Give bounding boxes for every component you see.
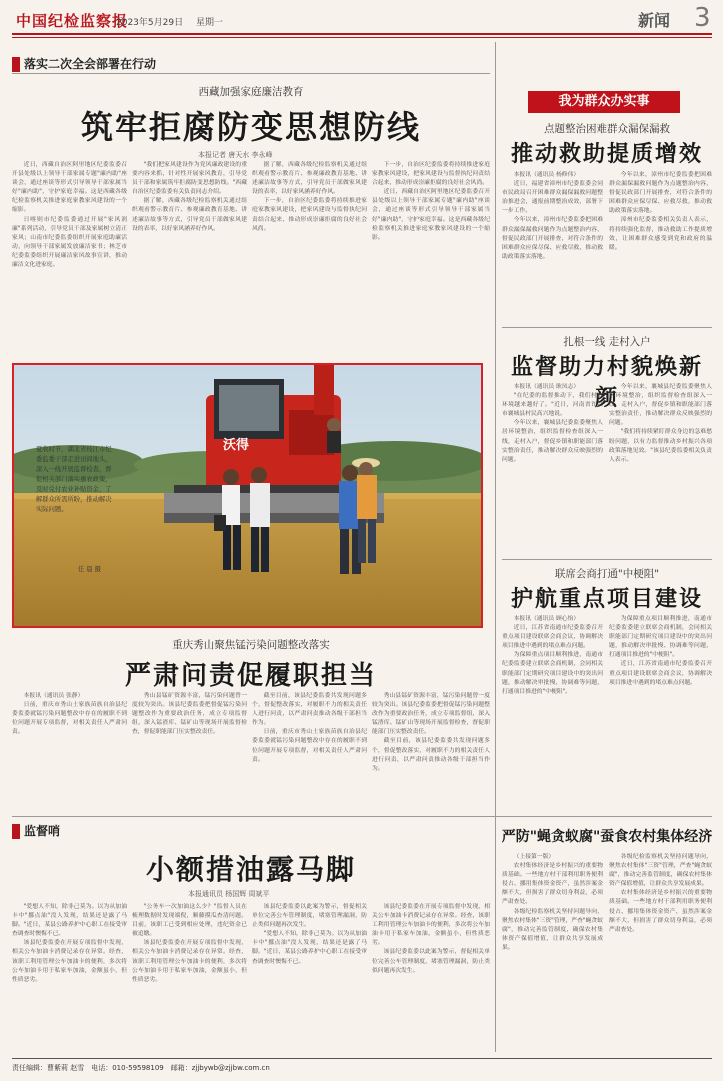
paragraph: "爱想人不知，除非己莫为。以为从加油卡中"挪点油"没人发现，结果还是露了马脚。"近日，某县公路养护中心职工在接受审查调查时懊悔不已。 bbox=[252, 931, 367, 965]
photo-caption: 夏收时节，湖北省枝江市纪委监委干部走进田间地头，深入一线开展监督检查，督促相关部门落实惠农政策，及时兑付农业补贴资金，了解群众所需所盼，推动解决实际问题。 bbox=[36, 446, 112, 513]
paragraph: 农村集体经济是乡村振兴的重要物质基础。一些地方村干部利用职务便利侵占、挪用集体资金资产，虽然涉案金额不大，但损害了群众切身利益，必须严肃查处。 bbox=[502, 863, 603, 906]
main-byline: 本报记者 唐天水 李永峰 bbox=[198, 151, 273, 159]
divider bbox=[502, 559, 712, 560]
right1-body-col1 bbox=[502, 171, 603, 303]
byline: 本报讯（通讯员 杨修伟） bbox=[513, 172, 580, 178]
byline: （上接第一版） bbox=[513, 854, 555, 860]
paragraph: 该县纪委监委以此案为警示，督促相关单位完善公车管理制度，堵塞管理漏洞，防止类似问题再次发生。 bbox=[252, 904, 367, 929]
column-divider bbox=[495, 42, 496, 1052]
paragraph: 秀山县锰矿资源丰富，锰污染问题曾一度较为突出。该县纪委监委把督促锰污染问题整改作为重要政治任务，成立专项监督组，深入锰渣库、锰矿山等现场开展监督检查，督促职能部门压实整改责任。 bbox=[132, 693, 247, 736]
section-tag-service: 我为群众办实事 bbox=[528, 91, 680, 113]
paragraph: 下一步，自治区纪委监委将持续推进家庭家教家风建设，把家风建设与监督执纪问责结合起来，推动形成崇廉拒腐的良好社会风尚。 bbox=[372, 162, 490, 187]
paragraph: 今年以来，襄城县纪委监委聚焦人居环境整治，组织监督检查组深入一线，走村入户，督促乡镇和职能部门落实整治责任，推动解决群众反映强烈的问题。 bbox=[609, 384, 712, 427]
paragraph: 下一步，自治区纪委监委将持续推进家庭家教家风建设，把家风建设与监督执纪问责结合起来，推动形成崇廉拒腐的良好社会风尚。 bbox=[252, 198, 367, 232]
main-kicker: 西藏加强家庭廉洁教育 bbox=[198, 86, 304, 98]
masthead-logo: 中国纪检监察报 bbox=[16, 12, 129, 30]
paragraph: "我们把家风建设作为党风廉政建设的重要内容来抓，针对性开展家风教育，引导党员干部和家属筑牢拒腐防变思想防线。"西藏自治区纪委监委有关负责同志介绍。 bbox=[132, 162, 247, 196]
paragraph: 日前，重庆市秀山土家族苗族自治县纪委监委就锰污染问题整改中存在的履职不到位问题开展专项监督，对相关责任人严肃问责。 bbox=[12, 702, 127, 736]
paragraph: 该县纪委监委以此案为警示，督促相关单位完善公车管理制度，堵塞管理漏洞，防止类似问题再次发生。 bbox=[372, 949, 490, 974]
paragraph: 近日，福建省漳州市纪委监委会同市民政局召开困难群众漏保漏救问题整治推进会，通报前期整治成效，部署下一步工作。 bbox=[502, 181, 603, 215]
right3-headline: 护航重点项目建设 bbox=[510, 586, 703, 612]
divider bbox=[12, 73, 490, 74]
footer-rule bbox=[12, 1058, 712, 1059]
page-number: 3 bbox=[694, 3, 711, 33]
page-footer: 责任编辑：曹紫莉 赵雪 电话：010-59598109 邮箱：zjjbywb@zjjbw.com.cn bbox=[12, 1064, 270, 1072]
bottom-right-body-col2 bbox=[609, 853, 712, 1053]
mid-body-col2 bbox=[132, 692, 247, 810]
paragraph: 各级纪检监察机关坚持问题导向，聚焦农村集体"三资"管理，严查"蝇贪蚁腐"，推动完善监管制度，确保农村集体资产保值增值，让群众共享发展成果。 bbox=[609, 854, 712, 888]
byline: 本报讯（通讯员 顾心怡） bbox=[513, 616, 580, 622]
paragraph: "在纪委的监督推动下，我们村的环境越来越好了。"近日，河南省许昌市襄城县村民高兴地说。 bbox=[502, 393, 603, 418]
paragraph: 该县纪委监委在开展专项监督中发现，相关公车加油卡消费记录存在异常。经查，该职工利用管理公车加油卡的便利，多次将公车加油卡用于私家车加油，金额虽小，但性质恶劣。 bbox=[12, 940, 127, 983]
paragraph: 该县纪委监委在开展专项监督中发现，相关公车加油卡消费记录存在异常。经查，该职工利用管理公车加油卡的便利，多次将公车加油卡用于私家车加油，金额虽小，但性质恶劣。 bbox=[132, 940, 247, 983]
paragraph: 秀山县锰矿资源丰富，锰污染问题曾一度较为突出。该县纪委监委把督促锰污染问题整改作为重要政治任务，成立专项监督组，深入锰渣库、锰矿山等现场开展监督检查，督促职能部门压实整改责任。 bbox=[372, 693, 490, 736]
masthead-rule bbox=[12, 33, 712, 35]
paragraph: 农村集体经济是乡村振兴的重要物质基础。一些地方村干部利用职务便利侵占、挪用集体资金资产，虽然涉案金额不大，但损害了群众切身利益，必须严肃查处。 bbox=[609, 890, 712, 933]
paragraph: "爱想人不知，除非己莫为。以为从加油卡中"挪点油"没人发现，结果还是露了马脚。"近日，某县公路养护中心职工在接受审查调查时懊悔不已。 bbox=[12, 904, 127, 938]
right2-headline: 监督助力村貌焕新颜 bbox=[510, 354, 703, 411]
paragraph: 近日，西藏自治区阿里地区纪委监委召开县处级以上领导干部家属专题"廉内助"座谈会，通过座谈等形式引导领导干部家属当好"廉内助"，守护家庭幸福。这是西藏各级纪检监察机关推进家庭家教家风建设的一个缩影。 bbox=[372, 189, 490, 241]
mid-headline: 严肃问责促履职担当 bbox=[124, 661, 377, 691]
section-name: 新闻 bbox=[638, 11, 671, 30]
main-body-col1 bbox=[12, 161, 127, 356]
paragraph: 截至目前，该县纪委监委共发现问题多个，督促整改落实，对履职不力的相关责任人进行问责，以严肃问责推动各级干部担当作为。 bbox=[252, 693, 367, 727]
tag-label: 落实二次全会部署在行动 bbox=[24, 57, 157, 71]
paragraph: 各级纪检监察机关坚持问题导向，聚焦农村集体"三资"管理，严查"蝇贪蚁腐"，推动完善监管制度，确保农村集体资产保值增值，让群众共享发展成果。 bbox=[502, 908, 603, 951]
tag-label: 监督哨 bbox=[24, 824, 61, 838]
paragraph: 据了解，西藏各级纪检监察机关通过组织观看警示教育片、参观廉政教育基地、讲述廉洁故事等方式，引导党员干部做家风建设的表率，以好家风涵养好作风。 bbox=[132, 198, 247, 232]
paragraph: 近日，西藏自治区阿里地区纪委监委召开县处级以上领导干部家属专题"廉内助"座谈会，通过座谈等形式引导领导干部家属当好"廉内助"，守护家庭幸福。这是西藏各级纪检监察机关推进家庭家教家风建设的一个缩影。 bbox=[12, 162, 127, 214]
paragraph: 今年以来，漳州市纪委监委把困难群众漏保漏救问题作为点题整治内容，督促民政部门开展排查，对符合条件的困难群众应保尽保、应救尽救，推动救助政策落实落地。 bbox=[609, 172, 712, 215]
paragraph: 近日，江苏省南通市纪委监委召开重点项目建设联席会商会议，协调解决项目推进中遇到的堵点难点问题。 bbox=[609, 661, 712, 686]
harvester-brand-label: 沃得 bbox=[223, 438, 250, 453]
mid-body-col1 bbox=[12, 692, 127, 810]
bottom-right-body-col1 bbox=[502, 853, 603, 1053]
bottom-body-col3 bbox=[252, 903, 367, 1055]
main-headline: 筑牢拒腐防变思想防线 bbox=[80, 108, 421, 146]
right3-body-col1 bbox=[502, 615, 603, 815]
bottom-headline: 小额措油露马脚 bbox=[145, 853, 356, 886]
right1-body-col2 bbox=[609, 171, 712, 303]
right2-body-col1 bbox=[502, 383, 603, 541]
divider bbox=[12, 816, 712, 817]
paragraph: 截至目前，该县纪委监委共发现问题多个，督促整改落实，对履职不力的相关责任人进行问责，以严肃问责推动各级干部担当作为。 bbox=[372, 738, 490, 772]
news-photo bbox=[12, 363, 483, 628]
section-tag-bottom bbox=[12, 822, 60, 839]
bottom-right-headline: 严防"蝇贪蚁腐"蚕食农村集体经济 bbox=[501, 829, 713, 845]
paragraph: 日喀则市纪委监委通过开展"家风润廉"系列活动，引导党员干部及家属树立清正家风；山南市纪委监委组织开展家庭助廉活动，向领导干部家属发放廉洁家书；林芝市纪委监委组织开展廉洁家风故事宣讲，推动廉洁文化进家庭。 bbox=[12, 216, 127, 269]
bottom-body-col1 bbox=[12, 903, 127, 1055]
byline: 本报讯（通讯员 张静） bbox=[23, 693, 84, 699]
issue-date: 2023年5月29日 bbox=[116, 18, 184, 28]
main-body-col3 bbox=[252, 161, 367, 356]
section-tag-top bbox=[12, 55, 156, 72]
bottom-body-col4 bbox=[372, 903, 490, 1055]
main-body-col2 bbox=[132, 161, 247, 356]
paragraph: 漳州市纪委监委相关负责人表示，将持续强化监督，推动救助工作提质增效，让困难群众感受到党和政府的温暖。 bbox=[609, 217, 712, 251]
tag-marker-icon bbox=[12, 57, 20, 72]
photo-credit: 任 晨 摄 bbox=[78, 566, 101, 573]
masthead-rule-thin bbox=[12, 37, 712, 38]
right1-kicker: 点题整治困难群众漏保漏救 bbox=[544, 123, 670, 135]
issue-weekday: 星期一 bbox=[196, 18, 224, 28]
byline: 本报讯（通讯员 耿凤志） bbox=[513, 384, 580, 390]
main-body-col4 bbox=[372, 161, 490, 356]
paragraph: 该县纪委监委在开展专项监督中发现，相关公车加油卡消费记录存在异常。经查，该职工利用管理公车加油卡的便利，多次将公车加油卡用于私家车加油，金额虽小，但性质恶劣。 bbox=[372, 904, 490, 947]
right2-kicker: 扎根一线 走村入户 bbox=[563, 336, 651, 348]
tag-marker-icon bbox=[12, 824, 20, 839]
paragraph: 今年以来，漳州市纪委监委把困难群众漏保漏救问题作为点题整治内容，督促民政部门开展排查，对符合条件的困难群众应保尽保、应救尽救，推动救助政策落实落地。 bbox=[502, 217, 603, 260]
paragraph: 日前，重庆市秀山土家族苗族自治县纪委监委就锰污染问题整改中存在的履职不到位问题开展专项监督，对相关责任人严肃问责。 bbox=[252, 729, 367, 763]
bottom-body-col2 bbox=[132, 903, 247, 1055]
right3-kicker: 联席会商打通"中梗阻" bbox=[554, 568, 660, 580]
paragraph: "公务车一次加油这么少？"监督人员在梳理数据时发现端倪，顺藤摸瓜查清问题。目前，该职工已受到相应处理，违纪资金已被追缴。 bbox=[132, 904, 247, 938]
right3-body-col2 bbox=[609, 615, 712, 815]
mid-body-col3 bbox=[252, 692, 367, 810]
paragraph: 今年以来，襄城县纪委监委聚焦人居环境整治，组织监督检查组深入一线，走村入户，督促乡镇和职能部门落实整治责任，推动解决群众反映强烈的问题。 bbox=[502, 420, 603, 463]
mid-body-col4 bbox=[372, 692, 490, 810]
paragraph: 为保障重点项目顺利推进，南通市纪委监委建立联席会商机制，会同相关职能部门定期研究项目建设中的突出问题，推动解决审批慢、协调难等问题，打通项目推进的"中梗阻"。 bbox=[609, 616, 712, 659]
right2-body-col2 bbox=[609, 383, 712, 541]
paragraph: 据了解，西藏各级纪检监察机关通过组织观看警示教育片、参观廉政教育基地、讲述廉洁故事等方式，引导党员干部做家风建设的表率，以好家风涵养好作风。 bbox=[252, 162, 367, 196]
paragraph: 为保障重点项目顺利推进，南通市纪委监委建立联席会商机制，会同相关职能部门定期研究项目建设中的突出问题，推动解决审批慢、协调难等问题，打通项目推进的"中梗阻"。 bbox=[502, 652, 603, 695]
mid-kicker: 重庆秀山聚焦锰污染问题整改落实 bbox=[172, 639, 330, 651]
bottom-byline: 本报通讯员 杨国辉 周斌平 bbox=[188, 890, 270, 898]
divider bbox=[502, 327, 712, 328]
paragraph: "我们将持续紧盯群众身边的急难愁盼问题，以有力监督推动乡村振兴各项政策落地见效。"该县纪委监委相关负责人表示。 bbox=[609, 429, 712, 463]
right1-headline: 推动救助提质增效 bbox=[510, 141, 703, 167]
paragraph: 近日，江苏省南通市纪委监委召开重点项目建设联席会商会议，协调解决项目推进中遇到的堵点难点问题。 bbox=[502, 625, 603, 650]
